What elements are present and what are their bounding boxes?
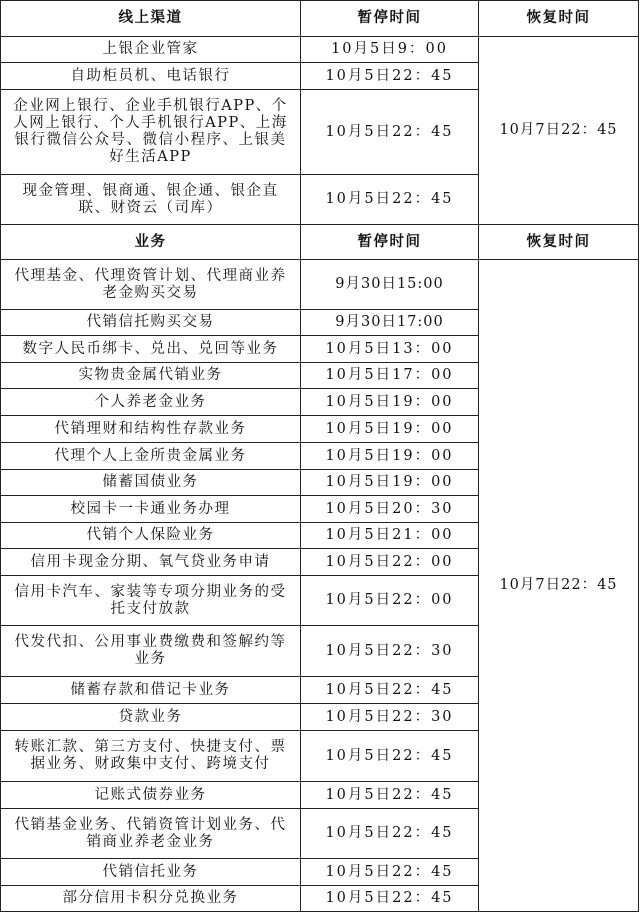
- business-name: 代发代扣、公用事业费缴费和签解约等业务: [1, 626, 301, 677]
- pause-time: 10月5日22：00: [301, 576, 479, 626]
- business-pause-header: 暂停时间: [301, 225, 479, 260]
- business-name: 信用卡现金分期、氧气贷业务申请: [1, 549, 301, 576]
- online-pause-header: 暂停时间: [301, 1, 479, 37]
- pause-time: 10月5日22：45: [301, 782, 479, 809]
- business-name: 代理个人上金所贵金属业务: [1, 443, 301, 470]
- pause-time: 10月5日13：00: [301, 336, 479, 363]
- business-resume-time: 10月7日22：45: [479, 260, 639, 912]
- channel-name: 企业网上银行、企业手机银行APP、个人网上银行、个人手机银行APP、上海银行微信公众号、微信小程序、上银美好生活APP: [1, 90, 301, 175]
- table-row: [1, 37, 639, 63]
- pause-time: 10月5日22：45: [301, 90, 479, 175]
- pause-time: 10月5日22：45: [301, 731, 479, 782]
- channel-name: 自助柜员机、电话银行: [1, 63, 301, 90]
- business-name: 部分信用卡积分兑换业务: [1, 886, 301, 912]
- business-name: 代销信托业务: [1, 859, 301, 886]
- business-name: 代销个人保险业务: [1, 523, 301, 549]
- pause-time: 10月5日19：00: [301, 389, 479, 416]
- business-name: 信用卡汽车、家装等专项分期业务的受托支付放款: [1, 576, 301, 626]
- online-channel-header: 线上渠道: [1, 1, 301, 37]
- business-name: 实物贵金属代销业务: [1, 363, 301, 389]
- pause-time: 10月5日19：00: [301, 416, 479, 443]
- business-header: 业务: [1, 225, 301, 260]
- pause-time: 10月5日22：45: [301, 677, 479, 704]
- business-name: 代销信托购买交易: [1, 310, 301, 336]
- business-header-row: [1, 225, 639, 260]
- business-name: 记账式债券业务: [1, 782, 301, 809]
- pause-time: 10月5日20：30: [301, 496, 479, 523]
- online-resume-time: 10月7日22：45: [479, 37, 639, 225]
- pause-time: 10月5日9：00: [301, 37, 479, 63]
- pause-time: 10月5日22：45: [301, 175, 479, 225]
- channel-name: 上银企业管家: [1, 37, 301, 63]
- pause-time: 10月5日19：00: [301, 443, 479, 470]
- pause-time: 10月5日19：00: [301, 470, 479, 496]
- business-name: 贷款业务: [1, 704, 301, 731]
- business-name: 储蓄国债业务: [1, 470, 301, 496]
- pause-time: 10月5日22：30: [301, 626, 479, 677]
- pause-time: 10月5日21：00: [301, 523, 479, 549]
- pause-time: 10月5日22：45: [301, 859, 479, 886]
- table-row: [1, 260, 639, 310]
- business-name: 数字人民币绑卡、兑出、兑回等业务: [1, 336, 301, 363]
- business-name: 代销理财和结构性存款业务: [1, 416, 301, 443]
- online-resume-header: 恢复时间: [479, 1, 639, 37]
- online-header-row: [1, 1, 639, 37]
- business-name: 代销基金业务、代销资管计划业务、代销商业养老金业务: [1, 809, 301, 859]
- pause-time: 10月5日17：00: [301, 363, 479, 389]
- business-name: 代理基金、代理资管计划、代理商业养老金购买交易: [1, 260, 301, 310]
- business-name: 储蓄存款和借记卡业务: [1, 677, 301, 704]
- pause-time: 10月5日22：45: [301, 886, 479, 912]
- business-name: 校园卡一卡通业务办理: [1, 496, 301, 523]
- business-name: 转账汇款、第三方支付、快捷支付、票据业务、财政集中支付、跨境支付: [1, 731, 301, 782]
- pause-time: 9月30日15:00: [301, 260, 479, 310]
- pause-time: 10月5日22：00: [301, 549, 479, 576]
- pause-time: 10月5日22：30: [301, 704, 479, 731]
- business-resume-header: 恢复时间: [479, 225, 639, 260]
- pause-time: 9月30日17:00: [301, 310, 479, 336]
- pause-time: 10月5日22：45: [301, 63, 479, 90]
- pause-time: 10月5日22：45: [301, 809, 479, 859]
- business-name: 个人养老金业务: [1, 389, 301, 416]
- channel-name: 现金管理、银商通、银企通、银企直联、财资云（司库）: [1, 175, 301, 225]
